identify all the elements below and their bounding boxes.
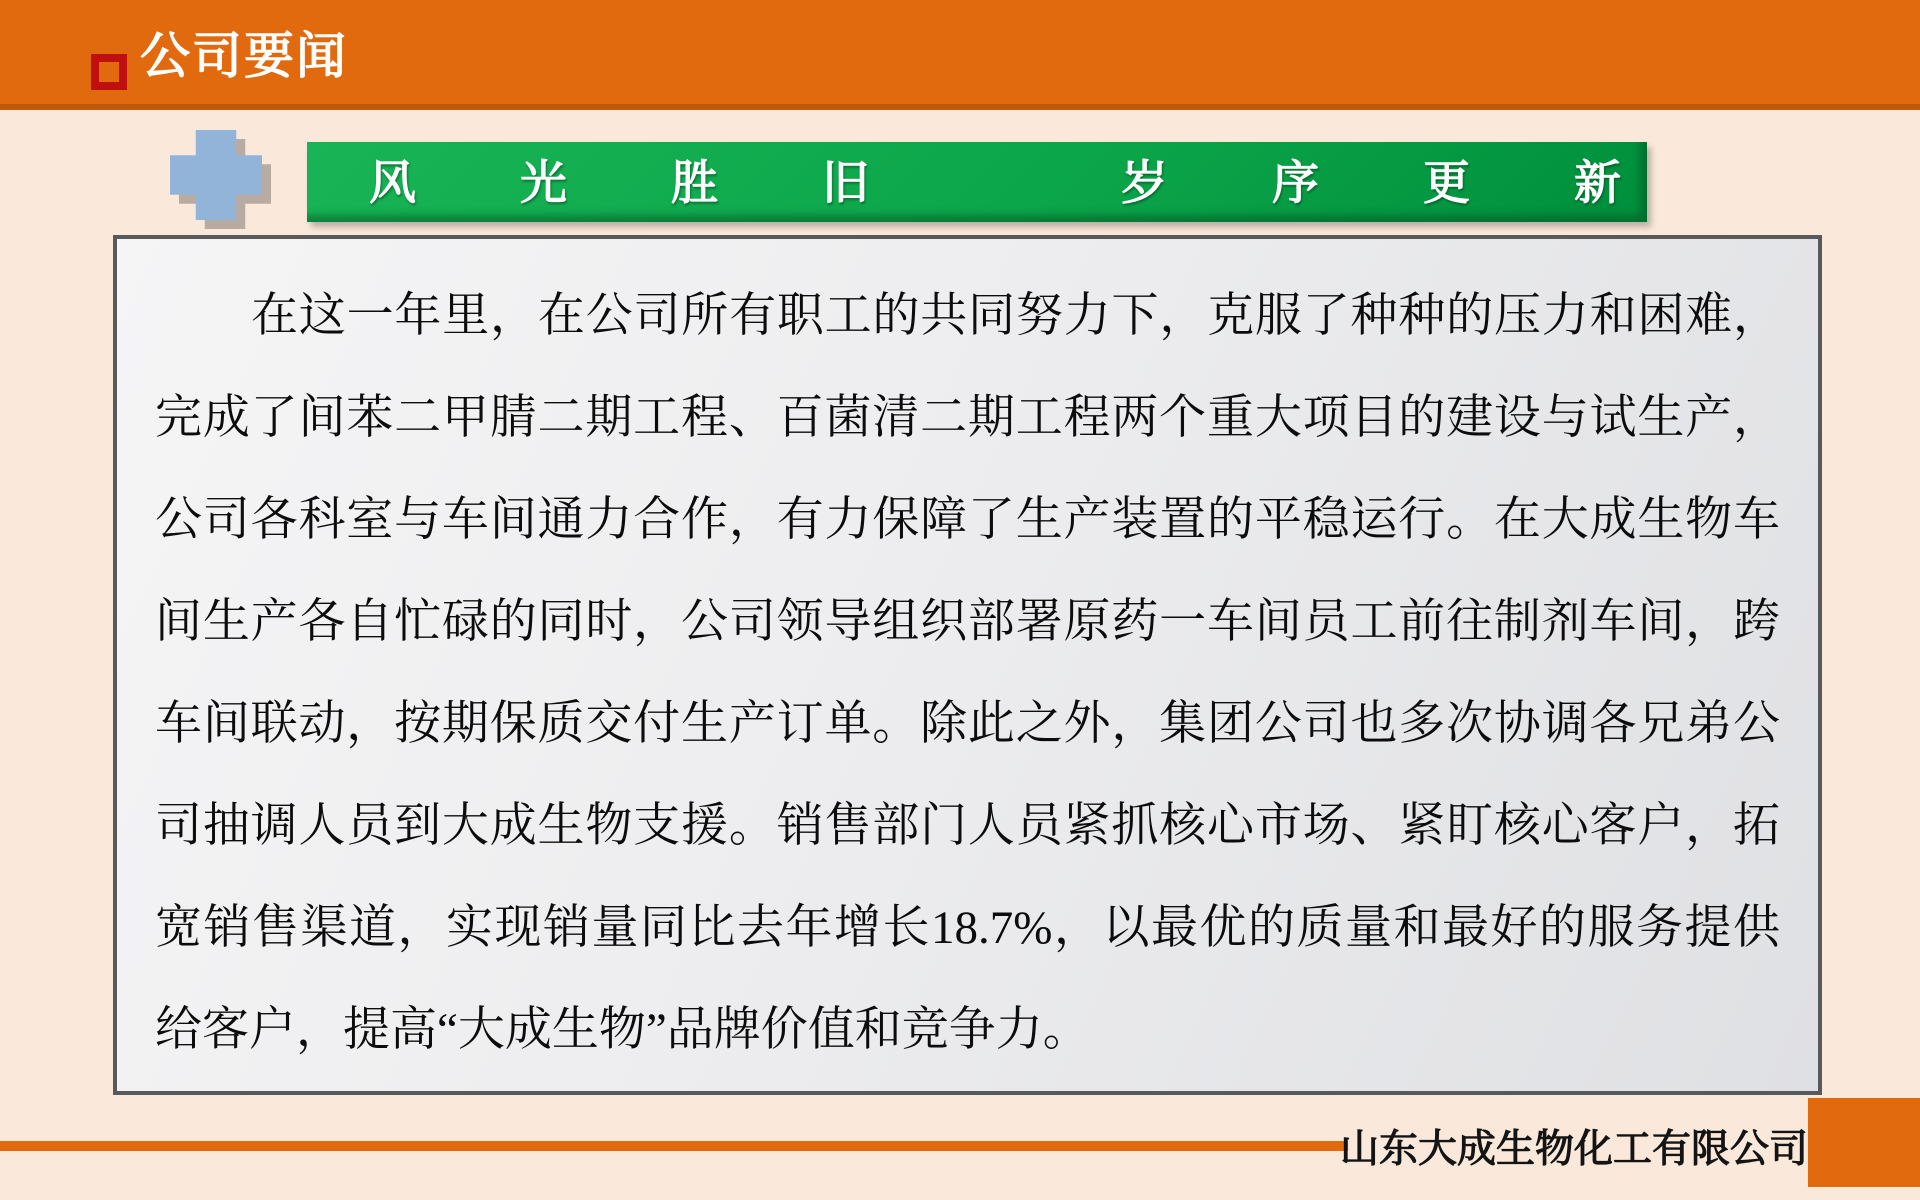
slogan-char: 光 (520, 155, 567, 209)
body-text-line: 间生产各自忙碌的同时，公司领导组织部署原药一车间员工前往制剂车间，跨 (155, 596, 1780, 648)
slogan-left-group (369, 155, 869, 209)
slogan-char: 胜 (671, 155, 718, 209)
square-bullet-icon (91, 54, 127, 90)
body-text-line: 公司各科室与车间通力合作，有力保障了生产装置的平稳运行。在大成生物车 (155, 494, 1780, 546)
footer-rule (0, 1141, 1348, 1151)
slogan-char: 风 (369, 155, 416, 209)
slogan-char: 岁 (1121, 155, 1168, 209)
body-text-line: 车间联动，按期保质交付生产订单。除此之外，集团公司也多次协调各兄弟公 (155, 698, 1780, 750)
body-text-line: 司抽调人员到大成生物支援。销售部门人员紧抓核心市场、紧盯核心客户，拓 (155, 800, 1780, 852)
slogan-char: 旧 (822, 155, 869, 209)
slogan-char: 更 (1423, 155, 1470, 209)
news-text-box (113, 235, 1822, 1095)
cross-icon (170, 130, 262, 220)
company-name: 山东大成生物化工有限公司 (1339, 1128, 1808, 1171)
body-text-line: 给客户，提高“大成生物”品牌价值和竞争力。 (155, 1004, 1090, 1056)
footer-orange-block (1808, 1098, 1920, 1187)
slogan-char: 序 (1272, 155, 1319, 209)
slogan-char: 新 (1574, 155, 1621, 209)
page-title: 公司要闻 (140, 28, 348, 84)
body-text-line: 宽销售渠道，实现销量同比去年增长18.7%，以最优的质量和最好的服务提供 (155, 902, 1780, 954)
header-bar (0, 0, 1920, 110)
body-text-line: 完成了间苯二甲腈二期工程、百菌清二期工程两个重大项目的建设与试生产， (155, 392, 1780, 444)
body-text-line: 在这一年里，在公司所有职工的共同努力下，克服了种种的压力和困难， (251, 290, 1780, 342)
slogan-banner (307, 142, 1647, 222)
slogan-right-group (1121, 155, 1621, 209)
